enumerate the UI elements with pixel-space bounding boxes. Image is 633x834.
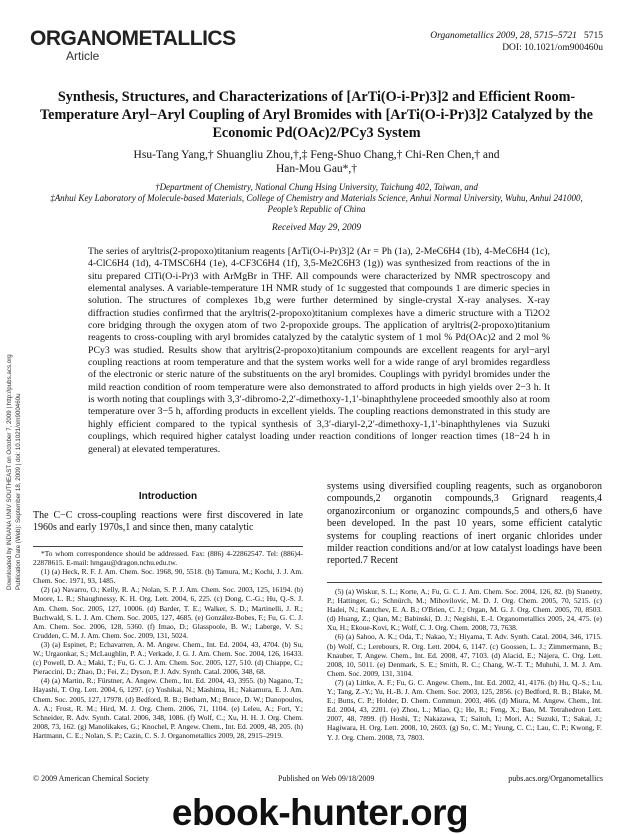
watermark: ebook-hunter.org [171, 792, 469, 833]
footnote-ref-7[interactable]: (7) (a) Littke, A. F.; Fu, G. C. Angew. Chem., Int. Ed. 2002, 41, 4176. (b) Hu, Q.-S.; Lu, Y.; Tang, Z.-Y.; Yu, H.-B. J. Am. Chem. Soc. 2003, 125, 2856. (c) Bedford, R. B.; Blake, M. E.; Butts, C. P.; Holder, D. Chem. Commun. 2003, 466. (d) Miura, M. Angew. Chem., Int. Ed. 2004, 43, 2201. (e) Zhou, L.; Miao, Q.; He, R.; Feng, X.; Bao, M. Tetrahedron Lett. 2007, 48, 7899. (f) Hoshi, T.; Nakazawa, T.; Saitoh, I.; Mori, A.; Suzuki, T.; Sakai, J.; Hagiwara, H. Org. Lett. 2008, 10, 2603. (g) So, C. M.; Yeung, C. C.; Lau, C. P.; Kwong, F. Y. J. Org. Chem. 2008, 73, 7803. [327, 677, 602, 742]
citation-block [430, 30, 603, 54]
footnote-ref-4[interactable]: (4) (a) Martin, R.; Fürstner, A. Angew. Chem., Int. Ed. 2004, 43, 3955. (b) Nagano, T.; Hayashi, T. Org. Lett. 2004, 6, 1297. (c) Yoshikai, N.; Mashima, H.; Nakamura, E. J. Am. Chem. Soc. 2005, 127, 17978. (d) Bedford, R. B.; Betham, M.; Bruce, D. W.; Danopoulos, A. A.; Frost, R. M.; Hird, M. J. Org. Chem. 2006, 71, 1104. (e) Leleu, A.; Fort, Y.; Schneider, R. Adv. Synth. Catal. 2006, 348, 1086. (f) Wolf, C.; Xu, H. H. J. Org. Chem. 2008, 73, 162. (g) Manolikakes, G.; Knochel, P. Angew. Chem., Int. Ed. 2009, 48, 205. (h) Hartmann, C. E.; Nolan, S. P.; Cazin, C. S. J. Organometallics 2009, 28, 2915–2919. [33, 676, 303, 740]
footnote-correspondence: *To whom correspondence should be addressed. Fax: (886) 4-22862547. Tel: (886)4-22878615. E-mail: hmgau@dragon.nchu.edu.tw. [33, 549, 303, 568]
doi[interactable]: DOI: 10.1021/om900460u [502, 43, 603, 53]
copyright: © 2009 American Chemical Society [33, 774, 149, 783]
footnote-ref-1[interactable]: (1) (a) Heck, R. F. J. Am. Chem. Soc. 1968, 90, 5518. (b) Tamura, M.; Kochi, J. J. Am. Chem. Soc. 1971, 93, 1485. [33, 567, 303, 586]
sidebar-download-line: Downloaded by INDIANA UNIV SOUTHEAST on October 7, 2009 | http://pubs.acs.org [6, 354, 13, 590]
received-date: Received May 29, 2009 [271, 223, 362, 233]
footnote-ref-3[interactable]: (3) (a) Espinet, P.; Echavarren, A. M. Angew. Chem., Int. Ed. 2004, 43, 4704. (b) Su, W.; Urgaonkar, S.; McLaughlin, P. A.; Verkade, J. G. J. Am. Chem. Soc. 2004, 126, 16433. (c) Powell, D. A.; Maki, T.; Fu, G. C. J. Am. Chem. Soc. 2005, 127, 510. (d) Chiappe, C.; Pieraccini, D.; Zhao, D.; Fei, Z.; Dyson, P. J. Adv. Synth. Catal. 2006, 348, 68. [33, 639, 303, 677]
authors-line-2: Han-Mou Gau*,† [275, 163, 358, 175]
footnote-ref-6[interactable]: (6) (a) Sahoo, A. K.; Oda, T.; Nakao, Y.; Hiyama, T. Adv. Synth. Catal. 2004, 346, 1715. (b) Wolf, C.; Lerebours, R. Org. Lett. 2004, 6, 1147. (c) Goossen, L. J.; Zimmermann, B.; Knauber, T. Angew. Chem., Int. Ed. 2008, 47, 7103. (d) Alacid, E.; Nájera, C. Org. Lett. 2008, 10, 5011. (e) Denmark, S. E.; Smith, R. C.; Chang, W.-T. T.; Muhuhi, J. M. J. Am. Chem. Soc. 2009, 131, 3104. [327, 632, 602, 678]
author-list [40, 148, 593, 176]
article-type-label: Article [66, 49, 100, 63]
intro-column-2: systems using diversified coupling reagents, such as organoboron compounds,2 organotin compounds,3 Grignard reagents,4 organozirconium or organozinc compounds,5 and others,6 have been developed. In the past 10 years, some efficient catalytic systems for coupling reactions of inert organic chlorides under milder reaction conditions and/or at low catalyst loadings have been reported.7 Recent [327, 481, 602, 567]
footnote-divider-left [33, 546, 303, 547]
affiliations [40, 182, 593, 215]
article-title: Synthesis, Structures, and Characterizations of [ArTi(O-i-Pr)3]2 and Efficient Room-Temperature Aryl−Aryl Coupling of Aryl Bromides with [ArTi(O-i-Pr)3]2 Catalyzed by the Economic Pd(OAc)2/PCy3 System [40, 89, 593, 141]
citation-line: Organometallics 2009, 28, 5715–5721 [430, 31, 577, 41]
footnote-ref-2[interactable]: (2) (a) Navarro, O.; Kelly, R. A.; Nolan, S. P. J. Am. Chem. Soc. 2003, 125, 16194. (b) Moore, L. R.; Shaughnessy, K. H. Org. Lett. 2004, 6, 225. (c) Dong, C.-G.; Hu, Q.-S. J. Am. Chem. Soc. 2005, 127, 10006. (d) Barder, T. E.; Walker, S. D.; Martinelli, J. R.; Buchwald, S. L. J. Am. Chem. Soc. 2005, 127, 4685. (e) González-Bobes, F.; Fu, G. C. J. Am. Chem. Soc. 2006, 128, 5360. (f) Imao, D.; Glasspoole, B. W.; Laberge, V. S.; Crudden, C. M. J. Am. Chem. Soc. 2009, 131, 5024. [33, 585, 303, 640]
authors-line-1: Hsu-Tang Yang,† Shuangliu Zhou,†,‡ Feng-Shuo Chang,† Chi-Ren Chen,† and [133, 149, 500, 161]
download-sidebar [4, 280, 26, 590]
published-date: Published on Web 09/18/2009 [278, 774, 375, 783]
journal-url[interactable]: pubs.acs.org/Organometallics [508, 774, 603, 783]
affiliation-2: ‡Anhui Key Laboratory of Molecule-based Materials, College of Chemistry and Materials Science, Anhui Normal University, Wuhu, Anhui 241000, People’s Republic of China [50, 193, 583, 214]
journal-logo-text: ORGANOMETALLICS [30, 27, 236, 50]
sidebar-publication-line: Publication Date (Web): September 18, 2009 | doi: 10.1021/om900460u [15, 393, 22, 590]
section-heading-introduction: Introduction [138, 491, 198, 502]
page-number: 5715 [584, 31, 603, 41]
footnote-divider-right [327, 582, 602, 583]
intro-column-1: The C−C cross-coupling reactions were first discovered in late 1960s and early 1970s,1 and since then, many catalytic [33, 510, 303, 534]
footnote-ref-5[interactable]: (5) (a) Wiskur, S. L.; Korte, A.; Fu, G. C. J. Am. Chem. Soc. 2004, 126, 82. (b) Stanetty, P.; Hattinger, G.; Schnürch, M.; Mihovilovic, M. D. J. Org. Chem. 2005, 70, 5215. (c) Hadei, N.; Kantchev, E. A. B.; O'Brien, C. J.; Organ, M. G. J. Org. Chem. 2005, 70, 8503. (d) Huang, Z.; Qian, M.; Babinski, D. J.; Negishi, E.-I. Organometallics 2005, 24, 475. (e) Xu, H.; Ekoue-Kovi, K.; Wolf, C. J. Org. Chem. 2008, 73, 7638. [327, 587, 602, 633]
journal-logo [30, 28, 235, 63]
footnotes-right [327, 587, 602, 742]
affiliation-1: †Department of Chemistry, National Chung Hsing University, Taichung 402, Taiwan, and [155, 182, 478, 192]
footnotes-left [33, 549, 303, 740]
abstract: The series of aryltris(2-propoxo)titanium reagents [ArTi(O-i-Pr)3]2 (Ar = Ph (1a), 2-MeC6H4 (1b), 4-MeC6H4 (1c), 4-ClC6H4 (1d), 4-TMSC6H4 (1e), 4-CF3C6H4 (1f), 3,5-Me2C6H3 (1g)) was synthesized from reactions of the in situ prepared ClTi(O-i-Pr)3 with ArMgBr in THF. All compounds were characterized by NMR spectroscopy and elemental analyses. A variable-temperature 1H NMR study of 1c suggested that compounds 1 are dimeric species in solution. The structures of complexes 1b,g were further determined by single-crystal X-ray analyses. X-ray diffraction studies confirmed that the aryltris(2-propoxo)titanium complexes have a dimeric structure with a Ti2O2 core bridging through the oxygen atom of two 2-propoxide groups. The application of aryltris(2-propoxo)titanium reagents to cross-coupling with aryl bromides catalyzed by the catalytic system of 1 mol % Pd(OAc)2 and 2 mol % PCy3 was studied. Results show that aryltris(2-propoxo)titanium compounds are excellent reagents for aryl−aryl coupling reactions at room temperature and that the system works well for a wide range of aryl bromides regardless of the electronic or steric nature of the substituents on the aryl bromides. Couplings with pyridyl bromides under the mild reaction condition of room temperature were also demonstrated to afford products in high yields over 2−3 h. It is worth noting that couplings with 3,3′-dibromo-2,2′-dimethoxy-1,1′-binaphthylene proceeded smoothly also at room temperature over 3−5 h, affording products in excellent yields. The coupling reactions demonstrated in this study are highly efficient compared to the typical synthesis of 3,3′-diaryl-2,2′-dimethoxy-1,1′-binaphthylenes via Suzuki couplings, which required higher catalyst loading under reaction conditions of longer reaction times (18−24 h in general) at elevated temperatures. [88, 246, 550, 455]
